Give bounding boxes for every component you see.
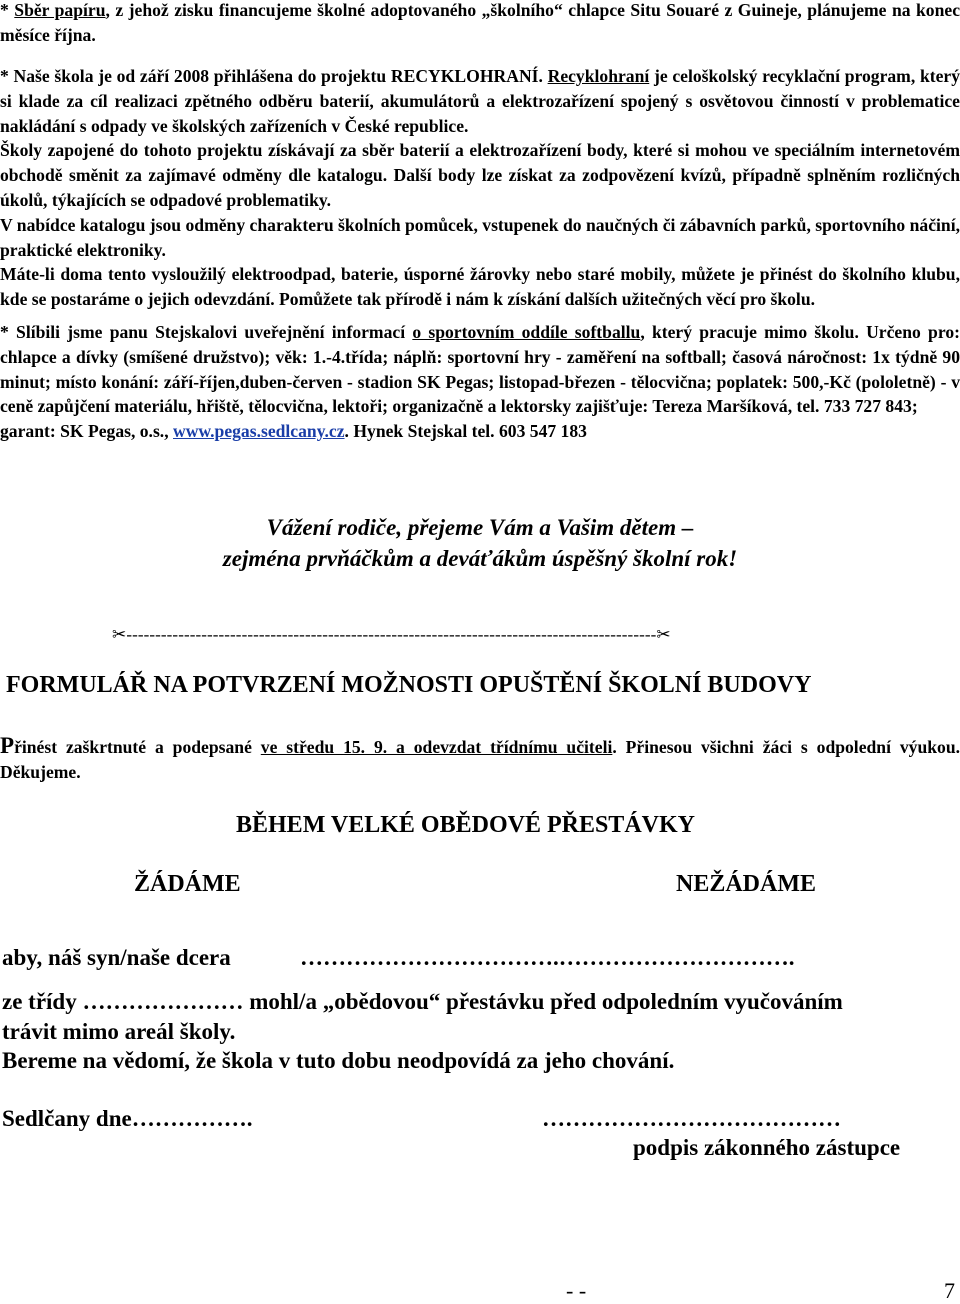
instructions-text: řinést zaškrtnuté a podepsané bbox=[14, 737, 261, 757]
class-field[interactable]: ………………… bbox=[82, 989, 244, 1014]
paragraph-text: . Hynek Stejskal tel. 603 547 183 bbox=[344, 421, 587, 442]
paper-collection-link[interactable]: Sběr papíru bbox=[14, 0, 106, 20]
place-date-field[interactable]: Sedlčany dne……………. bbox=[2, 1106, 253, 1131]
form-title: FORMULÁŘ NA POTVRZENÍ MOŽNOSTI OPUŠTĚNÍ ŠKOLNÍ BUDOVY bbox=[6, 672, 812, 698]
paragraph-text: garant: SK Pegas, o.s., bbox=[0, 421, 173, 442]
paragraph-recyklohrani bbox=[0, 64, 960, 312]
paragraph-text: * Naše škola je od září 2008 přihlášena do projektu RECYKLOHRANÍ. bbox=[0, 66, 548, 86]
paragraph-text: Máte-li doma tento vysloužilý elektroodpad, baterie, úsporné žárovky nebo staré mobily, můžete je přinést do školního klubu, kde se postaráme o jejich odevzdání. Pomůžete tak přírodě i nám k získání dalších užitečných věcí pro školu. bbox=[0, 264, 960, 310]
class-label: ze třídy bbox=[2, 989, 83, 1014]
paragraph-paper-collection bbox=[0, 0, 960, 48]
paragraph-text: , který pracuje mimo školu. Určeno pro: chlapce a dívky (smíšené družstvo); věk: 1.-4.třída; náplň: sportovní hry - zaměření na softball; časová náročnost: 1x týdně 90 minut; místo konání: září-říjen,duben-červen - stadion SK Pegas; listopad-březen - tělocvična; poplatek: 500,-Kč (pololetně) - v ceně zapůjčení materiálu, hřiště, tělocvična, lektoři; organizačně a lektorsky zajišťuje: Tereza Maršíková, tel. 733 727 843; bbox=[0, 322, 960, 417]
cut-line: ✂--------------------------------------------------------------------------------------------✂ bbox=[112, 625, 671, 644]
paragraph-softball bbox=[0, 320, 960, 444]
class-text: mohl/a „obědovou“ přestávku před odpoledním vyučováním bbox=[243, 989, 843, 1014]
bullet: * bbox=[0, 0, 15, 20]
form-instructions bbox=[0, 734, 960, 785]
footer-dashes: - - bbox=[566, 1278, 587, 1303]
greeting-line-2: zejména prvňáčkům a deváťákům úspěšný školní rok! bbox=[222, 546, 738, 571]
child-name-field[interactable]: …………………………….…………………………. bbox=[300, 945, 795, 970]
school-notice: Bereme na vědomí, že škola v tuto dobu neodpovídá za jeho chování. bbox=[2, 1048, 675, 1073]
option-no-request[interactable]: NEŽÁDÁME bbox=[676, 871, 817, 897]
class-line-2: trávit mimo areál školy. bbox=[2, 1019, 236, 1044]
recyklohrani-link[interactable]: Recyklohraní bbox=[547, 66, 650, 86]
paragraph-text: V nabídce katalogu jsou odměny charakteru školních pomůcek, vstupenek do naučných či zábavních parků, sportovního náčiní, praktické elektroniky. bbox=[0, 214, 960, 260]
option-request[interactable]: ŽÁDÁME bbox=[134, 871, 241, 897]
form-heading: BĚHEM VELKÉ OBĚDOVÉ PŘESTÁVKY bbox=[236, 812, 695, 838]
page-number: 7 bbox=[944, 1278, 955, 1303]
softball-link[interactable]: o sportovním oddíle softballu bbox=[412, 322, 641, 342]
pegas-url-link[interactable]: www.pegas.sedlcany.cz bbox=[173, 421, 345, 442]
child-label: aby, náš syn/naše dcera bbox=[2, 945, 231, 970]
instructions-initial: P bbox=[0, 733, 15, 758]
paragraph-text: je celoškolský recyklační program, který si klade za cíl realizaci zpětného odběru baterií, akumulátorů a elektrozařízení spojený s osvětovou činností v problematice nakládání s odpady ve školských zařízeních v České republice. bbox=[0, 66, 960, 136]
instructions-text: . Přinesou všichni žáci s odpolední výukou. Děkujeme. bbox=[0, 737, 960, 782]
signature-field[interactable]: ………………………………… bbox=[542, 1106, 841, 1131]
instructions-deadline: ve středu 15. 9. a odevzdat třídnímu učiteli bbox=[260, 737, 613, 757]
paragraph-text: , z jehož zisku financujeme školné adoptovaného „školního“ chlapce Situ Souaré z Guineje, plánujeme na konec měsíce října. bbox=[0, 0, 960, 45]
signature-label: podpis zákonného zástupce bbox=[633, 1135, 901, 1160]
class-line bbox=[2, 989, 843, 1015]
paragraph-text: Školy zapojené do tohoto projektu získávají za sběr baterií a elektrozařízení body, které si mohou ve speciálním internetovém obchodě směnit za zajímavé odměny dle katalogu. Další body lze získat za zodpovězení kvízů, případně splněním rozličných úkolů, týkajících se odpadové problematiky. bbox=[0, 140, 960, 210]
paragraph-text: * Slíbili jsme panu Stejskalovi uveřejnění informací bbox=[0, 322, 413, 342]
greeting-line-1: Vážení rodiče, přejeme Vám a Vašim dětem – bbox=[266, 515, 694, 540]
